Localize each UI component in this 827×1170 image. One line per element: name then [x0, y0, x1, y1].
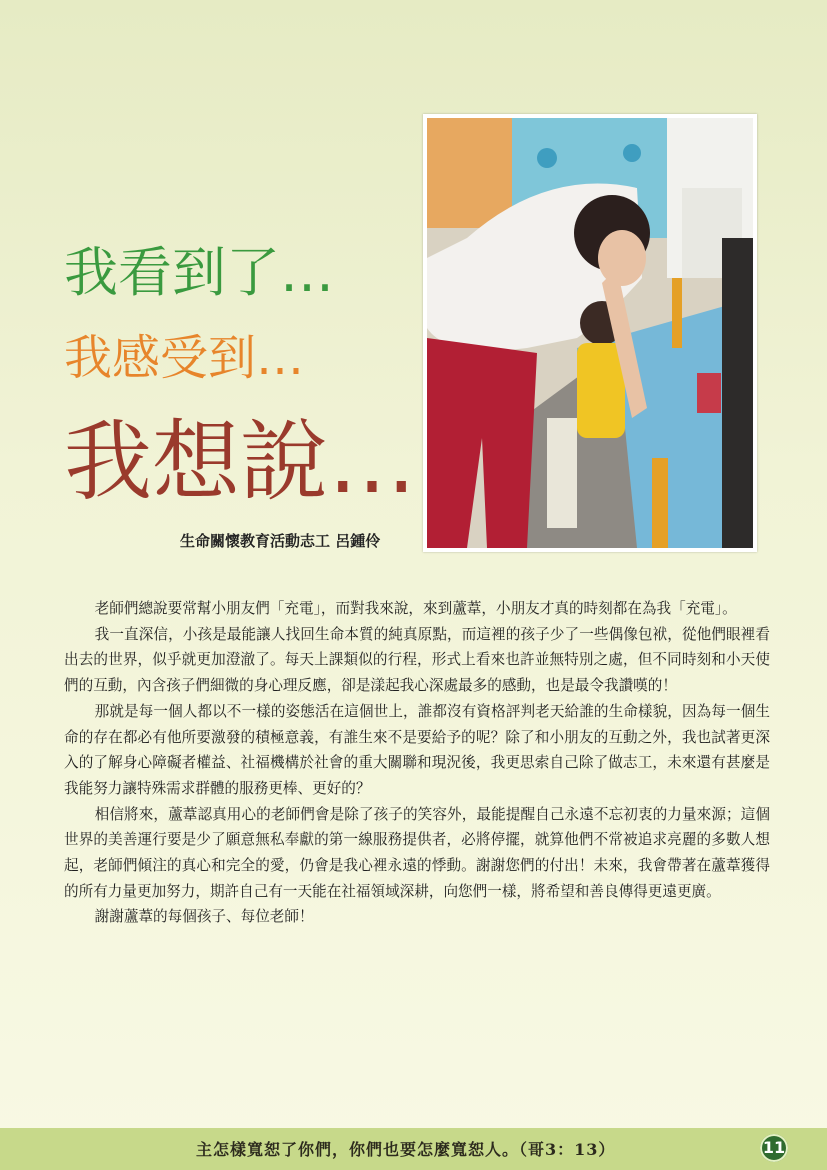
headline-line-1: 我看到了…: [64, 241, 334, 304]
article-paragraph: 謝謝蘆葦的每個孩子、每位老師！: [94, 908, 314, 926]
page-number-badge: 11: [760, 1134, 788, 1162]
photo-illustration: [427, 118, 753, 548]
footer-band: [0, 1128, 827, 1170]
headline-line-2: 我感受到…: [64, 330, 305, 386]
author-byline: 生命關懷教育活動志工 呂鍾伶: [180, 532, 381, 550]
article-paragraph: 老師們總說要常幫小朋友們「充電」，而對我來說，來到蘆葦，小朋友才真的時刻都在為我「充電」。: [94, 600, 737, 617]
article-body: [64, 596, 770, 930]
headline-line-3: 我想說…: [64, 410, 417, 513]
article-photo: [423, 114, 757, 552]
footer-verse: 主怎樣寬恕了你們，你們也要怎麼寬恕人。（哥3：13）: [196, 1140, 616, 1159]
article-paragraph: 相信將來，蘆葦認真用心的老師們會是除了孩子的笑容外，最能提醒自己永遠不忘初衷的力量來源；這個世界的美善運行要是少了願意無私奉獻的第一線服務提供者，必將停擺，就算他們不常被追求亮麗的多數人想起，老師們傾注的真心和完全的愛，仍會是我心裡永遠的悸動。謝謝您們的付出！未來，我會帶著在蘆葦獲得的所有力量更加努力，期許自己有一天能在社福領域深耕，向您們一樣，將希望和善良傳得更遠更廣。: [64, 805, 770, 900]
article-paragraph: 那就是每一個人都以不一樣的姿態活在這個世上，誰都沒有資格評判老天給誰的生命樣貌，因為每一個生命的存在都必有他所要激發的積極意義，有誰生來不是要給予的呢？除了和小朋友的互動之外，我也試著更深入的了解身心障礙者權益、社福機構於社會的重大關聯和現況後，我更思索自己除了做志工，未來還有甚麼是我能努力讓特殊需求群體的服務更棒、更好的？: [64, 702, 770, 797]
article-paragraph: 我一直深信，小孩是最能讓人找回生命本質的純真原點，而這裡的孩子少了一些偶像包袱，從他們眼裡看出去的世界，似乎就更加澄澈了。每天上課類似的行程，形式上看來也許並無特別之處，但不同時刻和小天使們的互動，內含孩子們細微的身心理反應，卻是漾起我心深處最多的感動，也是最令我讚嘆的！: [64, 625, 770, 695]
